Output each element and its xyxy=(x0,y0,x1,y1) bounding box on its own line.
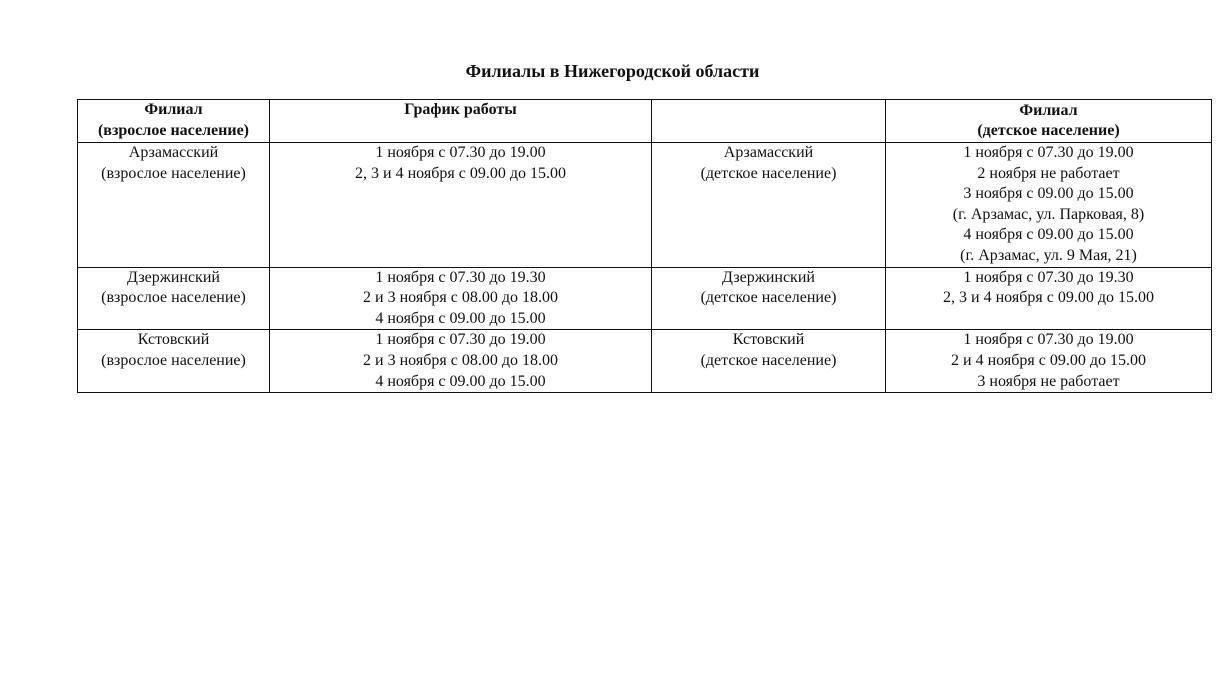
adult-schedule-cell xyxy=(270,267,652,330)
schedule-line: 1 ноября с 07.30 до 19.00 xyxy=(963,144,1134,161)
child-schedule-cell xyxy=(886,143,1212,268)
header-adult-branch-line: (взрослое население) xyxy=(97,121,250,139)
adult-branch-name: Дзержинский xyxy=(127,268,220,286)
adult-branch-cell xyxy=(78,330,270,393)
adult-branch-population: (взрослое население) xyxy=(101,164,246,182)
child-schedule-cell xyxy=(886,330,1212,393)
schedule-line: 4 ноября с 09.00 до 15.00 xyxy=(963,226,1134,244)
schedule-line: 4 ноября с 09.00 до 15.00 xyxy=(375,309,546,327)
schedule-line: 1 ноября с 07.30 до 19.00 xyxy=(375,144,546,161)
schedule-line: 4 ноября с 09.00 до 15.00 xyxy=(375,372,546,390)
schedule-line: 1 ноября с 07.30 до 19.00 xyxy=(963,331,1134,349)
page-title: Филиалы в Нижегородской области xyxy=(465,61,760,81)
schedule-line: 1 ноября с 07.30 до 19.30 xyxy=(375,268,546,286)
table-row xyxy=(78,330,1212,393)
schedule-line: (г. Арзамас, ул. 9 Мая, 21) xyxy=(960,246,1137,264)
schedule-line: 2 и 3 ноября с 08.00 до 18.00 xyxy=(363,289,558,307)
adult-branch-population: (взрослое население) xyxy=(101,289,246,307)
schedule-line: 2, 3 и 4 ноября с 09.00 до 15.00 xyxy=(355,164,566,182)
header-adult-branch xyxy=(78,100,270,143)
adult-branch-population: (взрослое население) xyxy=(101,351,246,369)
schedule-line: 2 ноября не работает xyxy=(977,164,1120,182)
child-branch-name: Кстовский xyxy=(732,331,805,349)
adult-branch-cell xyxy=(78,143,270,268)
schedule-line: 3 ноября не работает xyxy=(977,372,1120,390)
header-schedule-label: График работы xyxy=(404,101,517,118)
branches-table xyxy=(77,99,1212,393)
child-branch-name: Дзержинский xyxy=(722,268,815,286)
schedule-line: 3 ноября с 09.00 до 15.00 xyxy=(963,185,1134,203)
table-row xyxy=(78,267,1212,330)
schedule-line: 2, 3 и 4 ноября с 09.00 до 15.00 xyxy=(943,289,1154,307)
adult-branch-cell xyxy=(78,267,270,330)
header-adult-branch-line: Филиал xyxy=(144,101,203,118)
adult-branch-name: Арзамасский xyxy=(128,144,219,161)
header-empty xyxy=(652,100,886,143)
header-child-branch-line: (детское население) xyxy=(977,122,1120,140)
adult-schedule-cell xyxy=(270,143,652,268)
child-schedule-cell xyxy=(886,267,1212,330)
schedule-line: 2 и 3 ноября с 08.00 до 18.00 xyxy=(363,351,558,369)
child-branch-cell xyxy=(652,330,886,393)
schedule-line: 1 ноября с 07.30 до 19.30 xyxy=(963,268,1134,286)
header-child-branch-line: Филиал xyxy=(1019,101,1078,119)
table-row xyxy=(78,143,1212,268)
header-schedule xyxy=(270,100,652,143)
schedule-line: (г. Арзамас, ул. Парковая, 8) xyxy=(952,205,1145,223)
schedule-line: 1 ноября с 07.30 до 19.00 xyxy=(375,331,546,349)
child-branch-population: (детское население) xyxy=(700,164,837,182)
child-branch-population: (детское население) xyxy=(700,289,837,307)
schedule-line: 2 и 4 ноября с 09.00 до 15.00 xyxy=(951,351,1146,369)
child-branch-name: Арзамасский xyxy=(723,144,814,161)
header-child-branch xyxy=(886,100,1212,143)
child-branch-cell xyxy=(652,143,886,268)
child-branch-population: (детское население) xyxy=(700,351,837,369)
table-header-row xyxy=(78,100,1212,143)
child-branch-cell xyxy=(652,267,886,330)
adult-schedule-cell xyxy=(270,330,652,393)
adult-branch-name: Кстовский xyxy=(137,331,210,349)
